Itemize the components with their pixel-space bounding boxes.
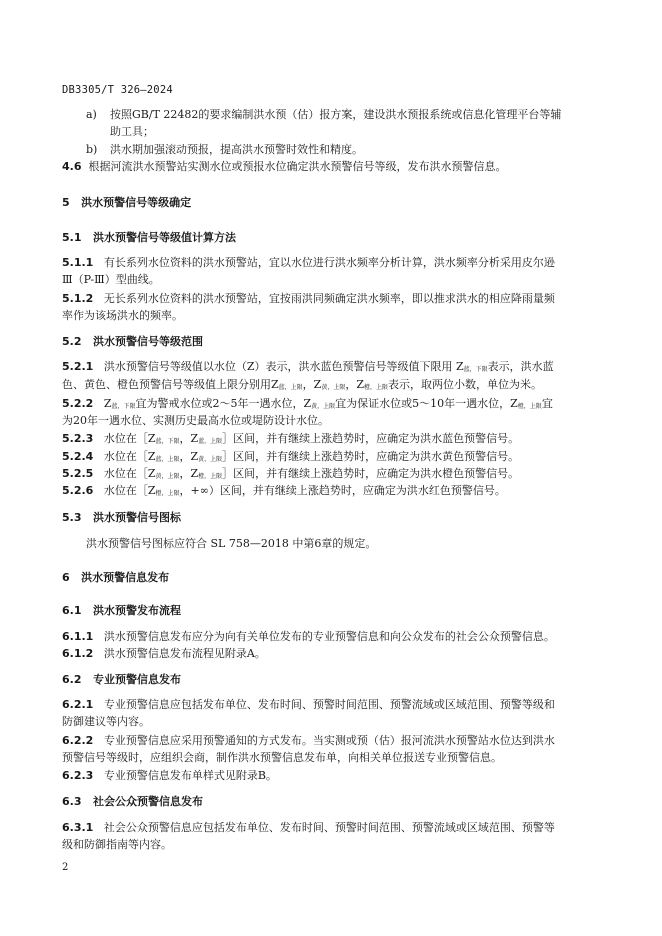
- clause-6-2-2-line2: 预警信号等级时，应组织会商，制作洪水预警信息发布单，向相关单位报送专业预警信息。: [62, 751, 502, 764]
- subscript: 橙，上限: [517, 403, 542, 410]
- subscript: 黄，上限: [198, 456, 223, 463]
- heading-6-3: [62, 795, 203, 809]
- heading-text: 洪水预警信号等级值计算方法: [93, 231, 236, 244]
- clause-5-2-2-line1: [62, 397, 553, 414]
- heading-text: 洪水预警发布流程: [93, 604, 181, 617]
- list-marker-b: b): [86, 143, 98, 156]
- subscript: 蓝，上限: [278, 384, 303, 391]
- list-marker-a: a): [86, 108, 97, 121]
- clause-text: 专业预警信息应包括发布单位、发布时间、预警时间范围、预警流域或区域范围、预警等级和: [103, 698, 555, 711]
- doc-header: DB3305/T 326—2024: [62, 84, 173, 96]
- clause-text: 根据河流洪水预警站实测水位或预报水位确定洪水预警信号等级，发布洪水预警信息。: [88, 160, 507, 173]
- clause-6-2-1-line1: [62, 698, 555, 712]
- clause-text: ，+∞）区间，并有继续上涨趋势时，应确定为洪水红色预警信号。: [179, 484, 506, 497]
- clause-6-2-1-line2: 防御建议等内容。: [62, 715, 150, 728]
- heading-number: 5.2: [62, 335, 82, 348]
- clause-4-6: [62, 160, 507, 174]
- heading-5: [62, 196, 191, 210]
- subscript: 橙，上限: [198, 473, 223, 480]
- clause-text: ，Z: [345, 378, 364, 391]
- heading-text: 社会公众预警信息发布: [93, 795, 203, 808]
- clause-text: ］区间，并有继续上涨趋势时，应确定为洪水黄色预警信号。: [222, 450, 520, 463]
- clause-6-3-1-line1: [62, 821, 555, 835]
- clause-text: ］区间，并有继续上涨趋势时，应确定为洪水橙色预警信号。: [222, 467, 520, 480]
- list-b-line: 洪水期加强滚动预报，提高洪水预警时效性和精度。: [110, 143, 363, 156]
- subscript: 蓝，下限: [111, 403, 136, 410]
- clause-text: 宜: [541, 397, 553, 410]
- list-a-line1: 按照GB/T 22482的要求编制洪水预（估）报方案，建设洪水预报系统或信息化管理平台等辅: [110, 108, 562, 121]
- clause-5-1-1-line1: [62, 256, 555, 270]
- heading-5-1: [62, 231, 236, 245]
- clause-text: Z: [103, 397, 112, 410]
- subscript: 蓝，上限: [155, 456, 180, 463]
- clause-text: 水位在［Z: [103, 484, 156, 497]
- clause-text: 有长系列水位资料的洪水预警站，宜以水位进行洪水频率分析计算，洪水频率分析采用皮尔逊: [103, 256, 555, 269]
- clause-number: 5.1.1: [62, 256, 94, 269]
- clause-6-3-1-line2: 级和防御指南等内容。: [62, 838, 172, 851]
- clause-text: 无长系列水位资料的洪水预警站，宜按雨洪同频确定洪水频率，即以推求洪水的相应降雨量频: [103, 292, 555, 305]
- heading-number: 6.3: [62, 795, 82, 808]
- subscript: 蓝，上限: [198, 438, 223, 445]
- page-number: 2: [62, 862, 69, 873]
- subscript: 蓝，下限: [463, 366, 488, 373]
- clause-number: 5.2.2: [62, 397, 94, 410]
- clause-5-2-3: [62, 432, 519, 449]
- clause-5-2-5: [62, 467, 519, 484]
- clause-text: 洪水预警信息发布应分为向有关单位发布的专业预警信息和向公众发布的社会公众预警信息。: [103, 630, 555, 643]
- clause-5-1-1-line2: Ⅲ（P-Ⅲ）型曲线。: [62, 273, 160, 286]
- clause-text: ］区间，并有继续上涨趋势时，应确定为洪水蓝色预警信号。: [222, 432, 520, 445]
- list-a-line2: 助工具；: [110, 125, 154, 138]
- clause-6-2-3: [62, 769, 277, 783]
- clause-5-2-6: [62, 484, 506, 501]
- heading-number: 6.1: [62, 604, 82, 617]
- heading-6-1: [62, 604, 181, 618]
- clause-number: 5.2.4: [62, 450, 94, 463]
- clause-text: 专业预警信息应采用预警通知的方式发布。当实测或预（估）报河流洪水预警站水位达到洪水: [103, 734, 555, 747]
- clause-number: 6.1.2: [62, 647, 94, 660]
- clause-text: ，Z: [179, 467, 199, 480]
- heading-text: 洪水预警信息发布: [81, 571, 170, 584]
- heading-6-2: [62, 673, 181, 687]
- clause-number: 5.2.3: [62, 432, 94, 445]
- clause-number: 5.2.5: [62, 467, 94, 480]
- clause-5-2-2-line2: 为20年一遇水位、实测历史最高水位或堤防设计水位。: [62, 414, 329, 427]
- clause-number: 5.2.1: [62, 360, 94, 373]
- heading-number: 5: [62, 196, 70, 209]
- heading-text: 洪水预警信号图标: [93, 511, 181, 524]
- heading-5-3: [62, 511, 181, 525]
- heading-number: 5.1: [62, 231, 82, 244]
- clause-6-1-2: [62, 647, 266, 661]
- heading-text: 专业预警信息发布: [93, 673, 181, 686]
- clause-5-1-2-line2: 率作为该场洪水的频率。: [62, 309, 183, 322]
- clause-text: 宜为保证水位或5～10年一遇水位，Z: [335, 397, 518, 410]
- clause-number: 5.2.6: [62, 484, 94, 497]
- subscript: 橙，上限: [364, 384, 389, 391]
- clause-5-2-4: [62, 450, 519, 467]
- clause-5-2-1-line2: [62, 378, 542, 395]
- clause-text: 水位在［Z: [103, 467, 156, 480]
- subscript: 橙，上限: [155, 490, 180, 497]
- clause-text: 表示，洪水蓝: [487, 360, 554, 373]
- heading-number: 6: [62, 571, 70, 584]
- heading-6: [62, 571, 169, 585]
- heading-text: 洪水预警信号等级范围: [93, 335, 203, 348]
- clause-number: 6.2.1: [62, 698, 94, 711]
- clause-text: 洪水预警信息发布流程见附录A。: [103, 647, 266, 660]
- clause-number: 5.1.2: [62, 292, 94, 305]
- subscript: 黄，上限: [321, 384, 346, 391]
- clause-text: 宜为警戒水位或2～5年一遇水位，Z: [135, 397, 312, 410]
- clause-text: 色、黄色、橙色预警信号等级值上限分别用Z: [62, 378, 279, 391]
- clause-6-1-1: [62, 630, 555, 644]
- clause-text: ，Z: [179, 432, 199, 445]
- clause-number: 6.3.1: [62, 821, 94, 834]
- clause-text: 洪水预警信号等级值以水位（Z）表示，洪水蓝色预警信号等级值下限用 Z: [103, 360, 464, 373]
- clause-text: 专业预警信息发布单样式见附录B。: [103, 769, 277, 782]
- clause-number: 6.1.1: [62, 630, 94, 643]
- clause-text: ，Z: [302, 378, 322, 391]
- clause-text: 水位在［Z: [103, 432, 156, 445]
- clause-number: 6.2.2: [62, 734, 94, 747]
- subscript: 蓝，下限: [155, 438, 180, 445]
- clause-5-2-1-line1: [62, 360, 554, 377]
- heading-number: 6.2: [62, 673, 82, 686]
- clause-text: 表示，取两位小数，单位为米。: [388, 378, 543, 391]
- clause-number: 6.2.3: [62, 769, 94, 782]
- heading-text: 洪水预警信号等级确定: [81, 196, 192, 209]
- clause-text: ，Z: [179, 450, 199, 463]
- clause-text: 水位在［Z: [103, 450, 156, 463]
- subscript: 黄，上限: [155, 473, 180, 480]
- clause-number: 4.6: [62, 160, 82, 173]
- clause-text: 社会公众预警信息应包括发布单位、发布时间、预警时间范围、预警流域或区域范围、预警等: [103, 821, 555, 834]
- clause-5-3-text: 洪水预警信号图标应符合 SL 758—2018 中第6章的规定。: [86, 537, 377, 550]
- clause-6-2-2-line1: [62, 734, 555, 748]
- heading-5-2: [62, 335, 203, 349]
- clause-5-1-2-line1: [62, 292, 555, 306]
- subscript: 黄，上限: [311, 403, 336, 410]
- heading-number: 5.3: [62, 511, 82, 524]
